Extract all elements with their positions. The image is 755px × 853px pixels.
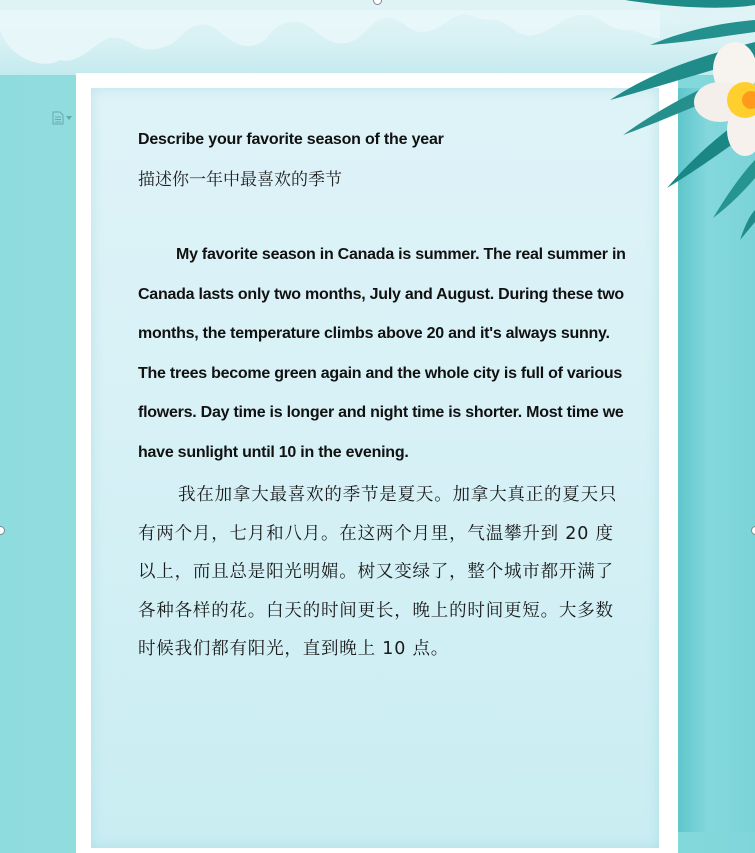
document-content[interactable] <box>138 125 628 669</box>
page-layout-icon[interactable] <box>52 110 74 126</box>
title-english: Describe your favorite season of the year <box>138 131 444 148</box>
paragraph-chinese: 我在加拿大最喜欢的季节是夏天。加拿大真正的夏天只有两个月，七月和八月。在这两个月里，气温攀升到 20 度以上，而且总是阳光明媚。树又变绿了，整个城市都开满了各种各样的花。白天的时间更长，晚上的时间更短。大多数时候我们都有阳光，直到晚上 10 点。 <box>138 485 618 659</box>
title-chinese: 描述你一年中最喜欢的季节 <box>138 170 342 190</box>
paragraph-english: My favorite season in Canada is summer. The real summer in Canada lasts only two months, July and August. During these two months, the temperature climbs above 20 and it's always sunny. The trees become green again and the whole city is full of various flowers. Day time is longer and night time is shorter. Most time we have sunlight until 10 in the evening. <box>138 246 626 461</box>
chevron-down-icon <box>66 116 72 120</box>
selection-handle-left[interactable] <box>0 526 5 535</box>
selection-handle-right[interactable] <box>751 526 755 535</box>
document-icon <box>52 111 64 125</box>
